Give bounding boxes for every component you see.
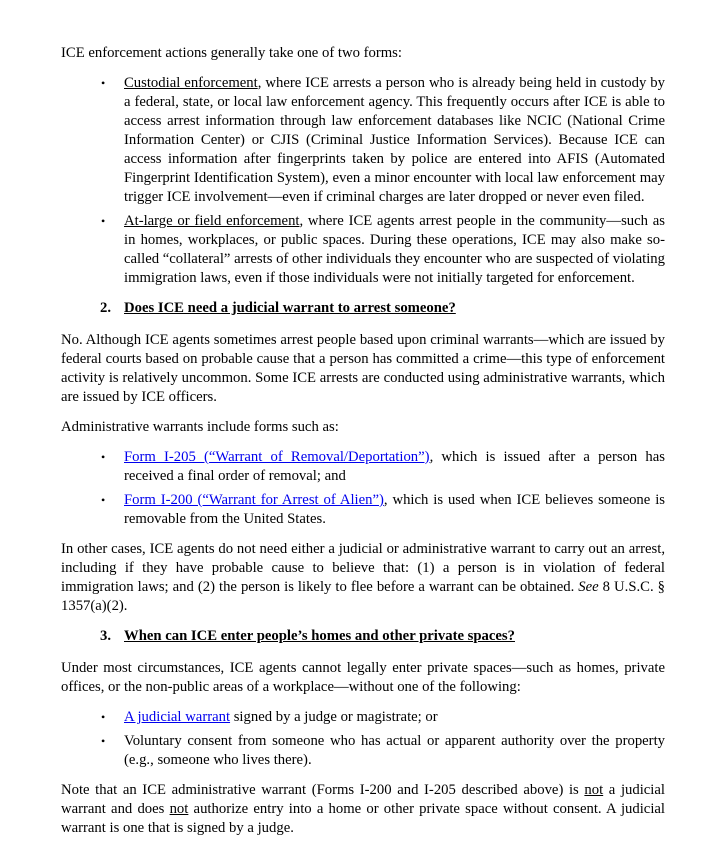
text-run: signed by a judge or magistrate; or xyxy=(230,709,438,725)
bullet-icon: • xyxy=(101,734,106,748)
list-item xyxy=(61,74,665,207)
text-run: In other cases, ICE agents do not need either a judicial or administrative warrant to carry out an arrest, including if they have probable cause to believe that: (1) a person is in violation of federal immigration laws; and (2) the person is likely to flee before a warrant can be obtained. xyxy=(61,541,665,595)
bullet-list xyxy=(61,74,665,288)
text-run: , which is issued after a person has received a final order of removal; and xyxy=(124,449,665,484)
text-run: a judicial warrant and does xyxy=(61,782,665,817)
section-heading xyxy=(61,627,665,646)
hyperlink[interactable]: Form I-200 (“Warrant for Arrest of Alien”) xyxy=(124,492,384,508)
heading-number: 3. xyxy=(100,628,112,644)
text-run: , which is used when ICE believes someone is removable from the United States. xyxy=(124,492,665,527)
text-run: Administrative warrants include forms such as: xyxy=(61,419,339,435)
hyperlink[interactable]: Form I-205 (“Warrant of Removal/Deportation”) xyxy=(124,449,430,465)
bullet-icon: • xyxy=(101,76,106,90)
heading-number: 2. xyxy=(100,300,112,316)
paragraph xyxy=(61,331,665,407)
list-item xyxy=(61,212,665,288)
list-item xyxy=(61,708,665,727)
text-run: ICE enforcement actions generally take one of two forms: xyxy=(61,45,402,61)
underlined-text: not xyxy=(169,801,189,817)
bullet-icon: • xyxy=(101,710,106,724)
hyperlink[interactable]: A judicial warrant xyxy=(124,709,231,725)
paragraph xyxy=(61,781,665,838)
bullet-icon: • xyxy=(101,214,106,228)
underlined-text: not xyxy=(584,782,604,798)
heading-text: Does ICE need a judicial warrant to arrest someone? xyxy=(124,300,456,316)
paragraph xyxy=(61,540,665,616)
paragraph xyxy=(61,418,665,437)
text-run: No. Although ICE agents sometimes arrest people based upon criminal warrants—which are issued by federal courts based on probable cause that a person has committed a crime—this type of enforcement activity is relatively uncommon. Some ICE arrests are conducted using administrative warrants, which are issued by ICE officers. xyxy=(61,332,665,405)
text-run: , where ICE arrests a person who is already being held in custody by a federal, state, or local law enforcement agency. This frequently occurs after ICE is able to access arrest information through law enforcement databases like NCIC (National Crime Information Center) or CJIS (Criminal Justice Information Services). Because ICE can access information after fingerprints taken by police are entered into AFIS (Automated Fingerprint Identification System), even a minor encounter with local law enforcement may trigger ICE involvement—even if criminal charges are later dropped or never even filed. xyxy=(124,75,665,205)
bullet-list xyxy=(61,448,665,529)
text-run: 8 U.S.C. § 1357(a)(2). xyxy=(61,579,665,614)
list-item xyxy=(61,491,665,529)
underlined-text: Custodial enforcement xyxy=(124,75,258,91)
underlined-text: At-large or field enforcement xyxy=(124,213,300,229)
text-run: Voluntary consent from someone who has actual or apparent authority over the property (e.g., someone who lives there). xyxy=(124,733,665,768)
bullet-icon: • xyxy=(101,493,106,507)
text-run: Note that an ICE administrative warrant (Forms I-200 and I-205 described above) is xyxy=(61,782,585,798)
text-run: Under most circumstances, ICE agents cannot legally enter private spaces—such as homes, private offices, or the non-public areas of a workplace—without one of the following: xyxy=(61,660,665,695)
list-item xyxy=(61,448,665,486)
heading-text: When can ICE enter people’s homes and other private spaces? xyxy=(124,628,515,644)
bullet-list xyxy=(61,708,665,770)
italic-text: See xyxy=(578,579,599,595)
paragraph xyxy=(61,44,665,63)
text-run: authorize entry into a home or other private space without consent. A judicial warrant is one that is signed by a judge. xyxy=(61,801,665,836)
text-run: , where ICE agents arrest people in the community—such as in homes, workplaces, or public spaces. During these operations, ICE may also make so-called “collateral” arrests of other individuals they encounter who are suspected of violating immigration laws, even if those individuals were not initially targeted for enforcement. xyxy=(124,213,665,286)
bullet-icon: • xyxy=(101,450,106,464)
list-item xyxy=(61,732,665,770)
section-heading xyxy=(61,299,665,318)
paragraph xyxy=(61,659,665,697)
